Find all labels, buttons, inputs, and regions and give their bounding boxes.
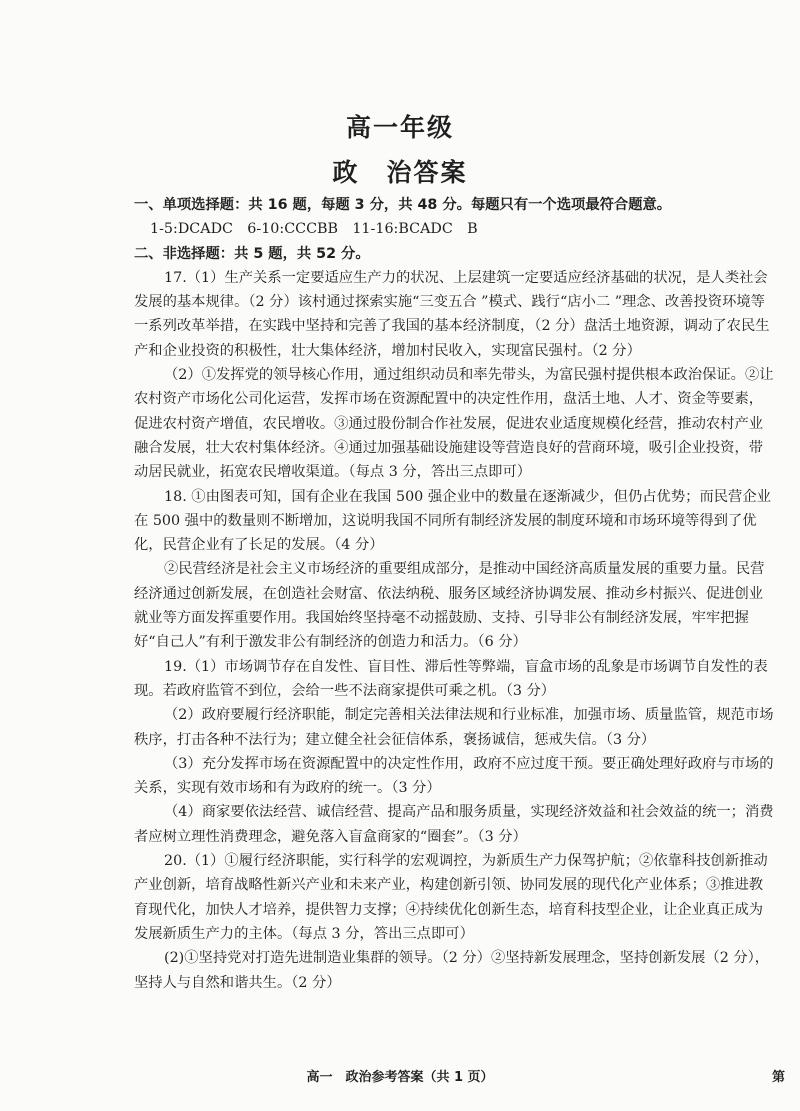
q19-part4: （4）商家要依法经营、诚信经营、提高产品和服务质量，实现经济效益和社会效益的统一；消费者应树立理性消费理念，避免落入盲盒商家的“圈套”。（3 分） xyxy=(134,804,774,845)
q19-part1: 19.（1）市场调节存在自发性、盲目性、滞后性等弊端，盲盒市场的乱象是市场调节自发性的表现。若政府监管不到位，会给一些不法商家提供可乘之机。（3 分） xyxy=(134,658,768,699)
choice-answers: 1-5:DCADC 6-10:CCCBB 11-16:BCADC B xyxy=(150,221,478,238)
subject-title: 政 治答案 xyxy=(332,158,468,187)
q19-part2: （2）政府要履行经济职能，制定完善相关法律法规和行业标准，加强市场、质量监管，规范市场秩序，打击各种不法行为；建立健全社会征信体系，褒扬诚信，惩戒失信。（3 分） xyxy=(134,707,774,748)
footer-corner-text: 第 xyxy=(772,1070,786,1085)
q17-part2: （2）①发挥党的领导核心作用，通过组织动员和率先带头，为富民强村提供根本政治保证。②让农村资产市场化公司化运营，发挥市场在资源配置中的决定性作用，盘活土地、人才、资金等要素，促进农村资产增值，农民增收。③通过股份制合作社发展，促进农业适度规模化经营，推动农村产业融合发展，壮大农村集体经济。④通过加强基础设施建设等营造良好的营商环境，吸引企业投资，带动居民就业，拓宽农民增收渠道。（每点 3 分，答出三点即可） xyxy=(134,367,774,481)
q18-point2: ②民营经济是社会主义市场经济的重要组成部分，是推动中国经济高质量发展的重要力量。民营经济通过创新发展，在创造社会财富、依法纳税、服务区域经济协调发展、推动乡村振兴、促进创业就业等方面发挥重要作用。我国始终坚持毫不动摇鼓励、支持、引导非公有制经济发展，牢牢把握好“自己人”有利于激发非公有制经济的创造力和活力。（6 分） xyxy=(134,561,765,651)
q18-point1: 18. ①由图表可知，国有企业在我国 500 强企业中的数量在逐渐减少，但仍占优势；而民营企业在 500 强中的数量则不断增加，这说明我国不同所有制经济发展的制度环境和市场环境等得到了优化，民营企业有了长足的发展。（4 分） xyxy=(134,488,771,554)
q17-part1: 17.（1）生产关系一定要适应生产力的状况、上层建筑一定要适应经济基础的状况，是人类社会发展的基本规律。（2 分）该村通过探索实施“三变五合 ”模式、践行“店小二 ”理念、改善投资环境等一系列改革举措，在实践中坚持和完善了我国的基本经济制度，（2 分）盘活土地资源，调动了农民生产和企业投资的积极性，壮大集体经济，增加村民收入，实现富民强村。（2 分） xyxy=(134,269,770,359)
page-footer: 高一 政治参考答案（共 1 页） xyxy=(306,1070,494,1085)
section2-heading: 二、非选择题：共 5 题，共 52 分。 xyxy=(134,245,370,262)
q20-part1: 20.（1）①履行经济职能，实行科学的宏观调控，为新质生产力保驾护航；②依靠科技创新推动产业创新，培育战略性新兴产业和未来产业，构建创新引领、协同发展的现代化产业体系；③推进教育现代化，加快人才培养，提供智力支撑；④持续优化创新生态，培育科技型企业，让企业真正成为发展新质生产力的主体。（每点 3 分，答出三点即可） xyxy=(134,853,768,942)
grade-title: 高一年级 xyxy=(345,113,454,142)
answer-content xyxy=(134,193,774,995)
section1-heading: 一、单项选择题：共 16 题，每题 3 分，共 48 分。每题只有一个选项最符合题意。 xyxy=(134,197,672,213)
q19-part3: （3）充分发挥市场在资源配置中的决定性作用，政府不应过度干预。要正确处理好政府与市场的关系，实现有效市场和有为政府的统一。（3 分） xyxy=(134,755,774,797)
q20-part2: (2)①坚持党对打造先进制造业集群的领导。（2 分）②坚持新发展理念，坚持创新发展（2 分），坚持人与自然和谐共生。（2 分） xyxy=(134,950,770,991)
